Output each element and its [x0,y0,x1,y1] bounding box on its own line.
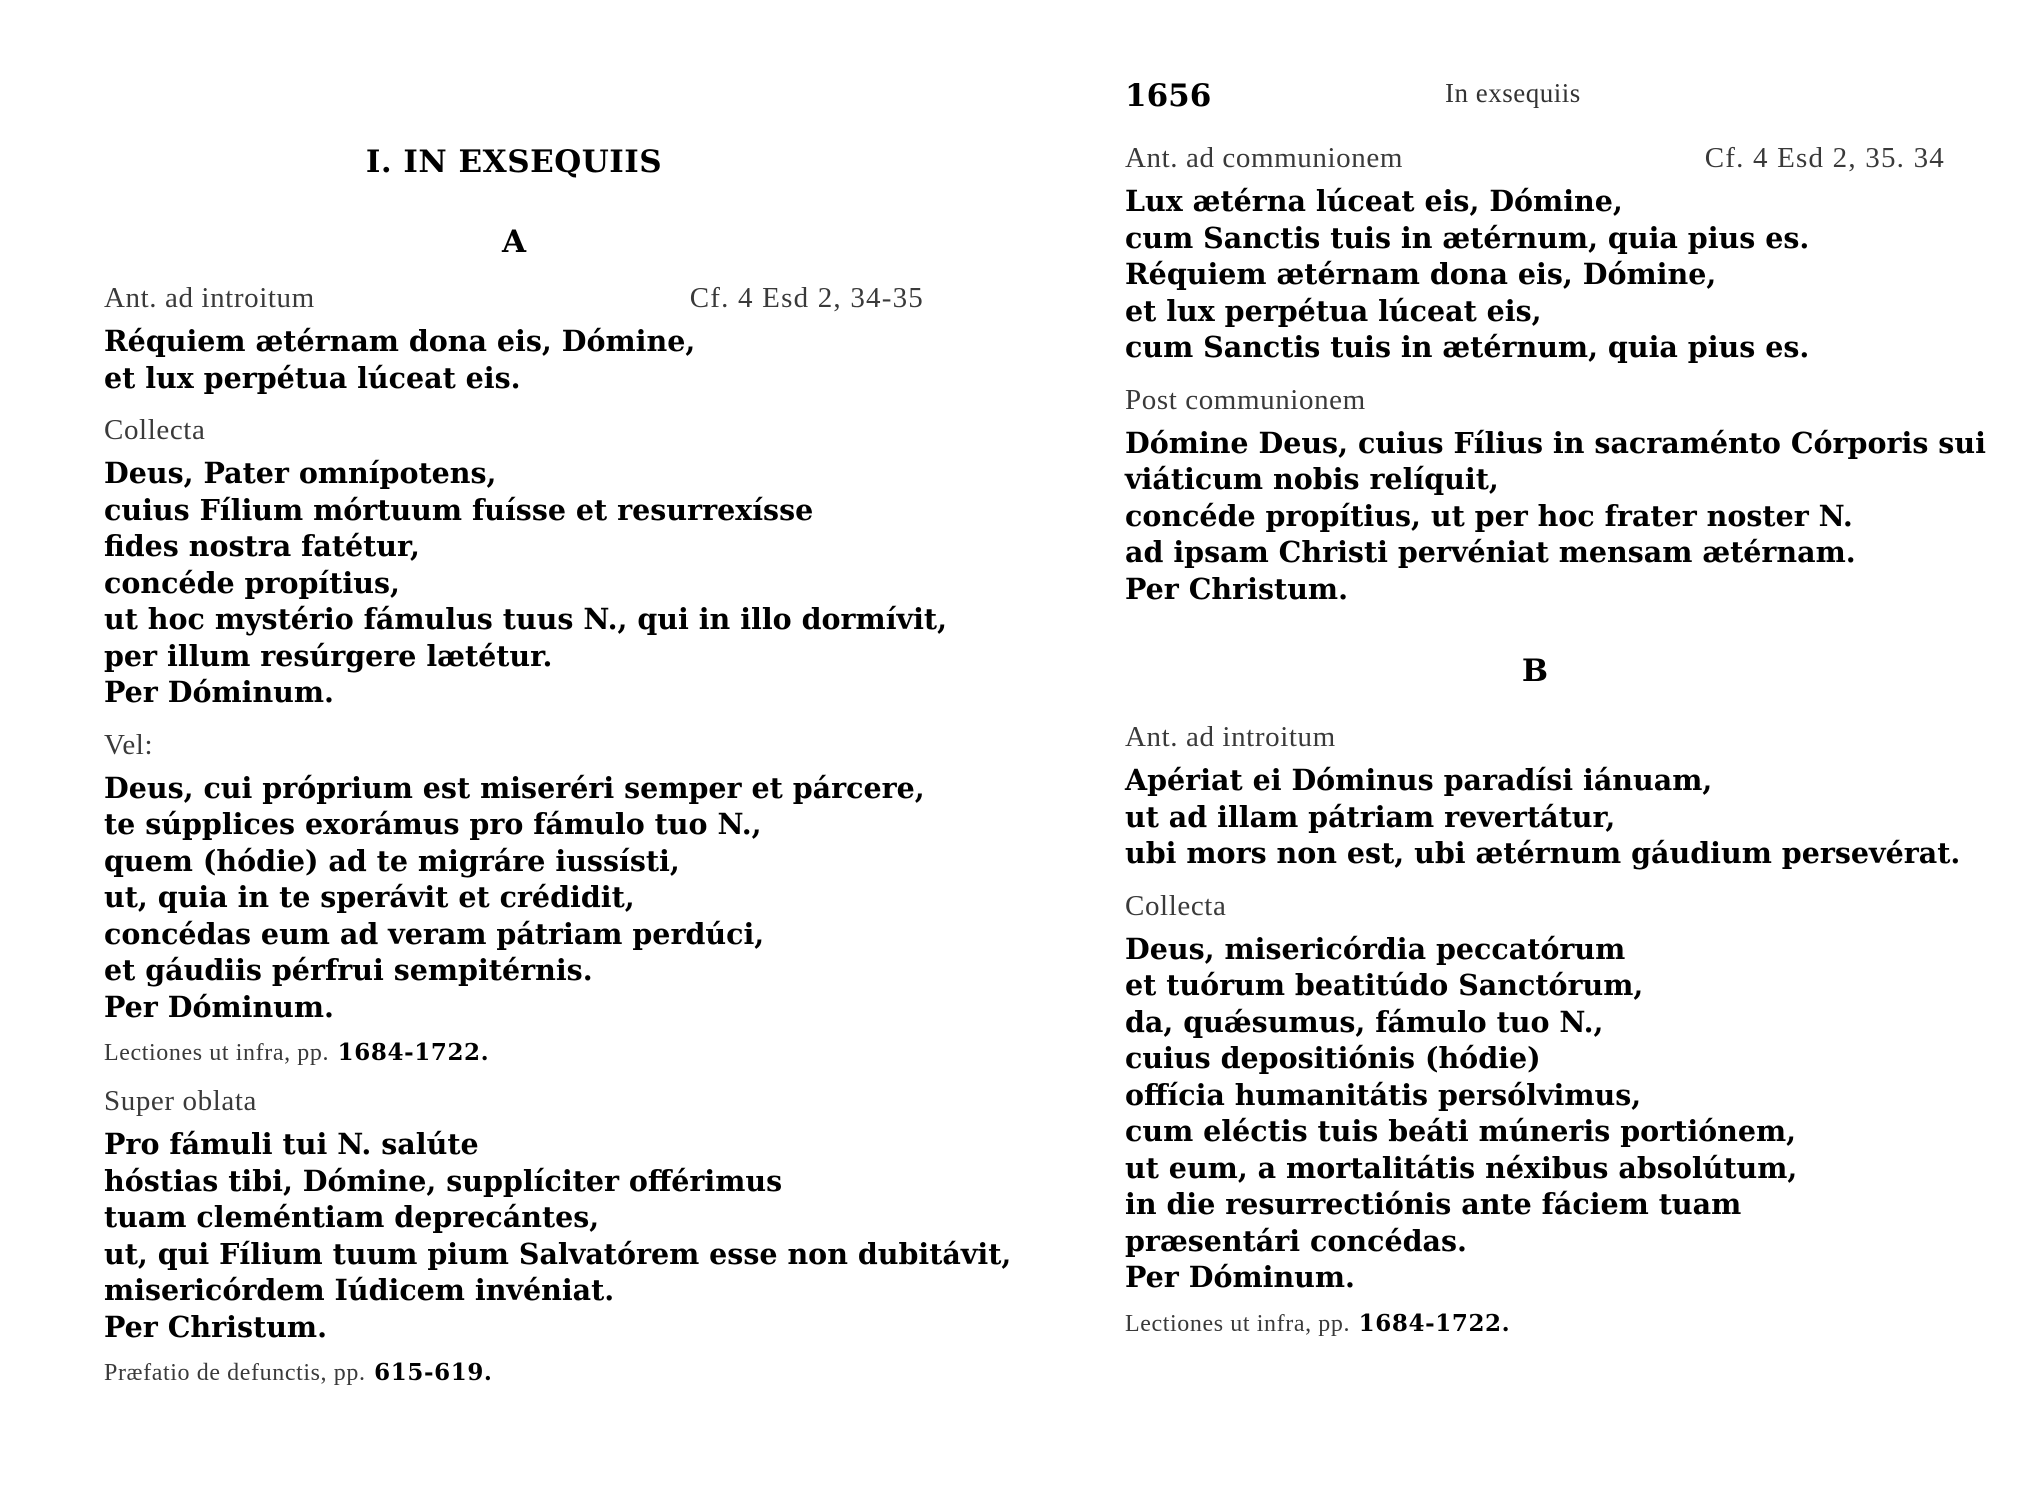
prayer-line: quem (hódie) ad te migráre iussísti, [104,843,680,878]
prayer-line: Apériat ei Dóminus paradísi iánuam, [1125,763,1713,797]
rubric [1125,721,1945,754]
prayer-block [104,414,948,711]
rubric [1125,384,1945,417]
scripture-reference: Cf. 4 Esd 2, 34-35 [689,282,924,314]
section-letter-b: B [1521,653,1549,689]
prayer-line: Réquiem ætérnam dona eis, Dómine, [104,324,696,358]
prayer-line: ubi mors non est, ubi ætérnum gáudium persevérat. [1125,836,1961,870]
rubric [104,414,924,447]
prayer-text [104,455,948,711]
rubric-label: Post communionem [1125,383,1366,416]
prayer-line: ad ipsam Christi pervéniat mensam ætérnam. [1125,535,1856,569]
prayer-line: præsentári concédas. [1125,1223,1467,1258]
prayer-text [1125,425,1986,608]
prayer-line: da, quǽsumus, fámulo tuo N., [1125,1004,1604,1039]
rubric [1125,142,1945,175]
prayer-line: cum Sanctis tuis in ætérnum, quia pius es. [1125,330,1810,364]
prayer-line: et gáudiis pérfrui sempitérnis. [104,953,593,987]
prayer-block [1125,721,1961,872]
prayer-line: ut eum, a mortalitátis néxibus absolútum, [1125,1150,1798,1185]
right-prayer-blocks-a [1125,142,1986,607]
note-page-range: 1684-1722. [1350,1309,1511,1337]
rubric-label: Vel: [104,728,154,761]
prayer-block [104,282,924,396]
prayer-line: concéde propítius, [104,565,400,600]
prayer-block [1125,890,1945,1338]
prayer-line: ut hoc mystério fámulus tuus N., qui in illo dormívit, [104,602,948,636]
prayer-line: et tuórum beatitúdo Sanctórum, [1125,968,1644,1002]
running-head [1125,78,1945,138]
prayer-line: Per Dóminum. [104,675,334,709]
rubric [104,1085,924,1118]
note-text: Præfatio de defunctis, pp. [104,1360,366,1386]
prayer-line: ut, qui Fílium tuum pium Salvatórem esse non dubitávit, [104,1236,1012,1271]
rubric-label: Super oblata [104,1085,257,1117]
rubric [1125,890,1945,923]
reference-note [104,1359,924,1387]
prayer-line: misericórdem Iúdicem invéniat. [104,1273,615,1307]
prayer-line: cum Sanctis tuis in ætérnum, quia pius es. [1125,220,1810,255]
left-page [104,0,1012,1393]
rubric-label: Collecta [104,414,206,446]
prayer-text [104,323,924,396]
prayer-line: te súpplices exorámus pro fámulo tuo N., [104,807,762,841]
prayer-line: Lux ætérna lúceat eis, Dómine, [1125,184,1623,218]
prayer-text [104,770,924,1026]
prayer-line: cum eléctis tuis beáti múneris portiónem, [1125,1114,1797,1148]
prayer-line: Deus, cui próprium est miseréri semper et párcere, [104,770,925,805]
note-text: Lectiones ut infra, pp. [104,1040,330,1066]
prayer-block [104,729,924,1068]
prayer-line: Pro fámuli tui N. salúte [104,1127,479,1161]
prayer-line: ut, quia in te sperávit et crédidit, [104,880,635,914]
rubric-label: Ant. ad communionem [1125,142,1403,174]
reference-note [104,1039,924,1067]
section-letter-a: A [501,224,527,260]
rubric-label: Collecta [1125,889,1227,922]
prayer-line: per illum resúrgere lætétur. [104,638,553,673]
prayer-line: Dómine Deus, cuius Fílius in sacraménto Córporis sui [1125,425,1986,460]
prayer-line: hóstias tibi, Dómine, supplíciter offérimus [104,1163,783,1198]
right-page [1125,0,1986,1344]
note-page-range: 1684-1722. [329,1039,490,1066]
prayer-line: Per Christum. [104,1309,327,1344]
prayer-text [1125,183,1945,366]
prayer-text [104,1126,1012,1345]
note-text: Lectiones ut infra, pp. [1125,1310,1351,1337]
prayer-line: Deus, misericórdia peccatórum [1125,931,1626,966]
prayer-line: Per Dóminum. [1125,1260,1355,1294]
prayer-line: Per Dóminum. [104,989,334,1024]
prayer-line: ut ad illam pátriam revertátur, [1125,799,1616,834]
running-title: In exsequiis [1445,78,1581,108]
page-number: 1656 [1125,78,1212,114]
right-prayer-blocks-b [1125,721,1961,1338]
prayer-line: fides nostra fatétur, [104,529,420,563]
rubric [104,282,924,315]
left-prayer-blocks [104,282,1012,1387]
prayer-line: in die resurrectiónis ante fáciem tuam [1125,1187,1742,1221]
prayer-line: Deus, Pater omnípotens, [104,456,497,490]
prayer-block [104,1085,1012,1387]
prayer-line: et lux perpétua lúceat eis, [1125,293,1542,328]
prayer-line: Réquiem ætérnam dona eis, Dómine, [1125,257,1717,291]
prayer-line: tuam cleméntiam deprecántes, [104,1200,600,1234]
prayer-line: viáticum nobis relíquit, [1125,462,1499,496]
prayer-line: concédas eum ad veram pátriam perdúci, [104,916,765,951]
prayer-line: concéde propítius, ut per hoc frater noster N. [1125,498,1853,533]
prayer-line: Per Christum. [1125,571,1348,606]
scripture-reference: Cf. 4 Esd 2, 35. 34 [1704,142,1945,174]
prayer-block [1125,142,1945,366]
note-page-range: 615-619. [365,1359,493,1386]
prayer-text [1125,931,1945,1296]
prayer-line: et lux perpétua lúceat eis. [104,360,521,395]
rubric-label: Ant. ad introitum [104,282,315,314]
rubric [104,729,924,762]
rubric-label: Ant. ad introitum [1125,721,1336,753]
prayer-line: cuius depositiónis (hódie) [1125,1041,1541,1075]
prayer-line: offícia humanitátis persólvimus, [1125,1077,1642,1112]
section-title: I. IN EXSEQUIIS [365,144,663,180]
prayer-block [1125,383,1986,608]
reference-note [1125,1310,1945,1338]
prayer-line: cuius Fílium mórtuum fuísse et resurrexísse [104,492,814,527]
prayer-text [1125,762,1961,872]
